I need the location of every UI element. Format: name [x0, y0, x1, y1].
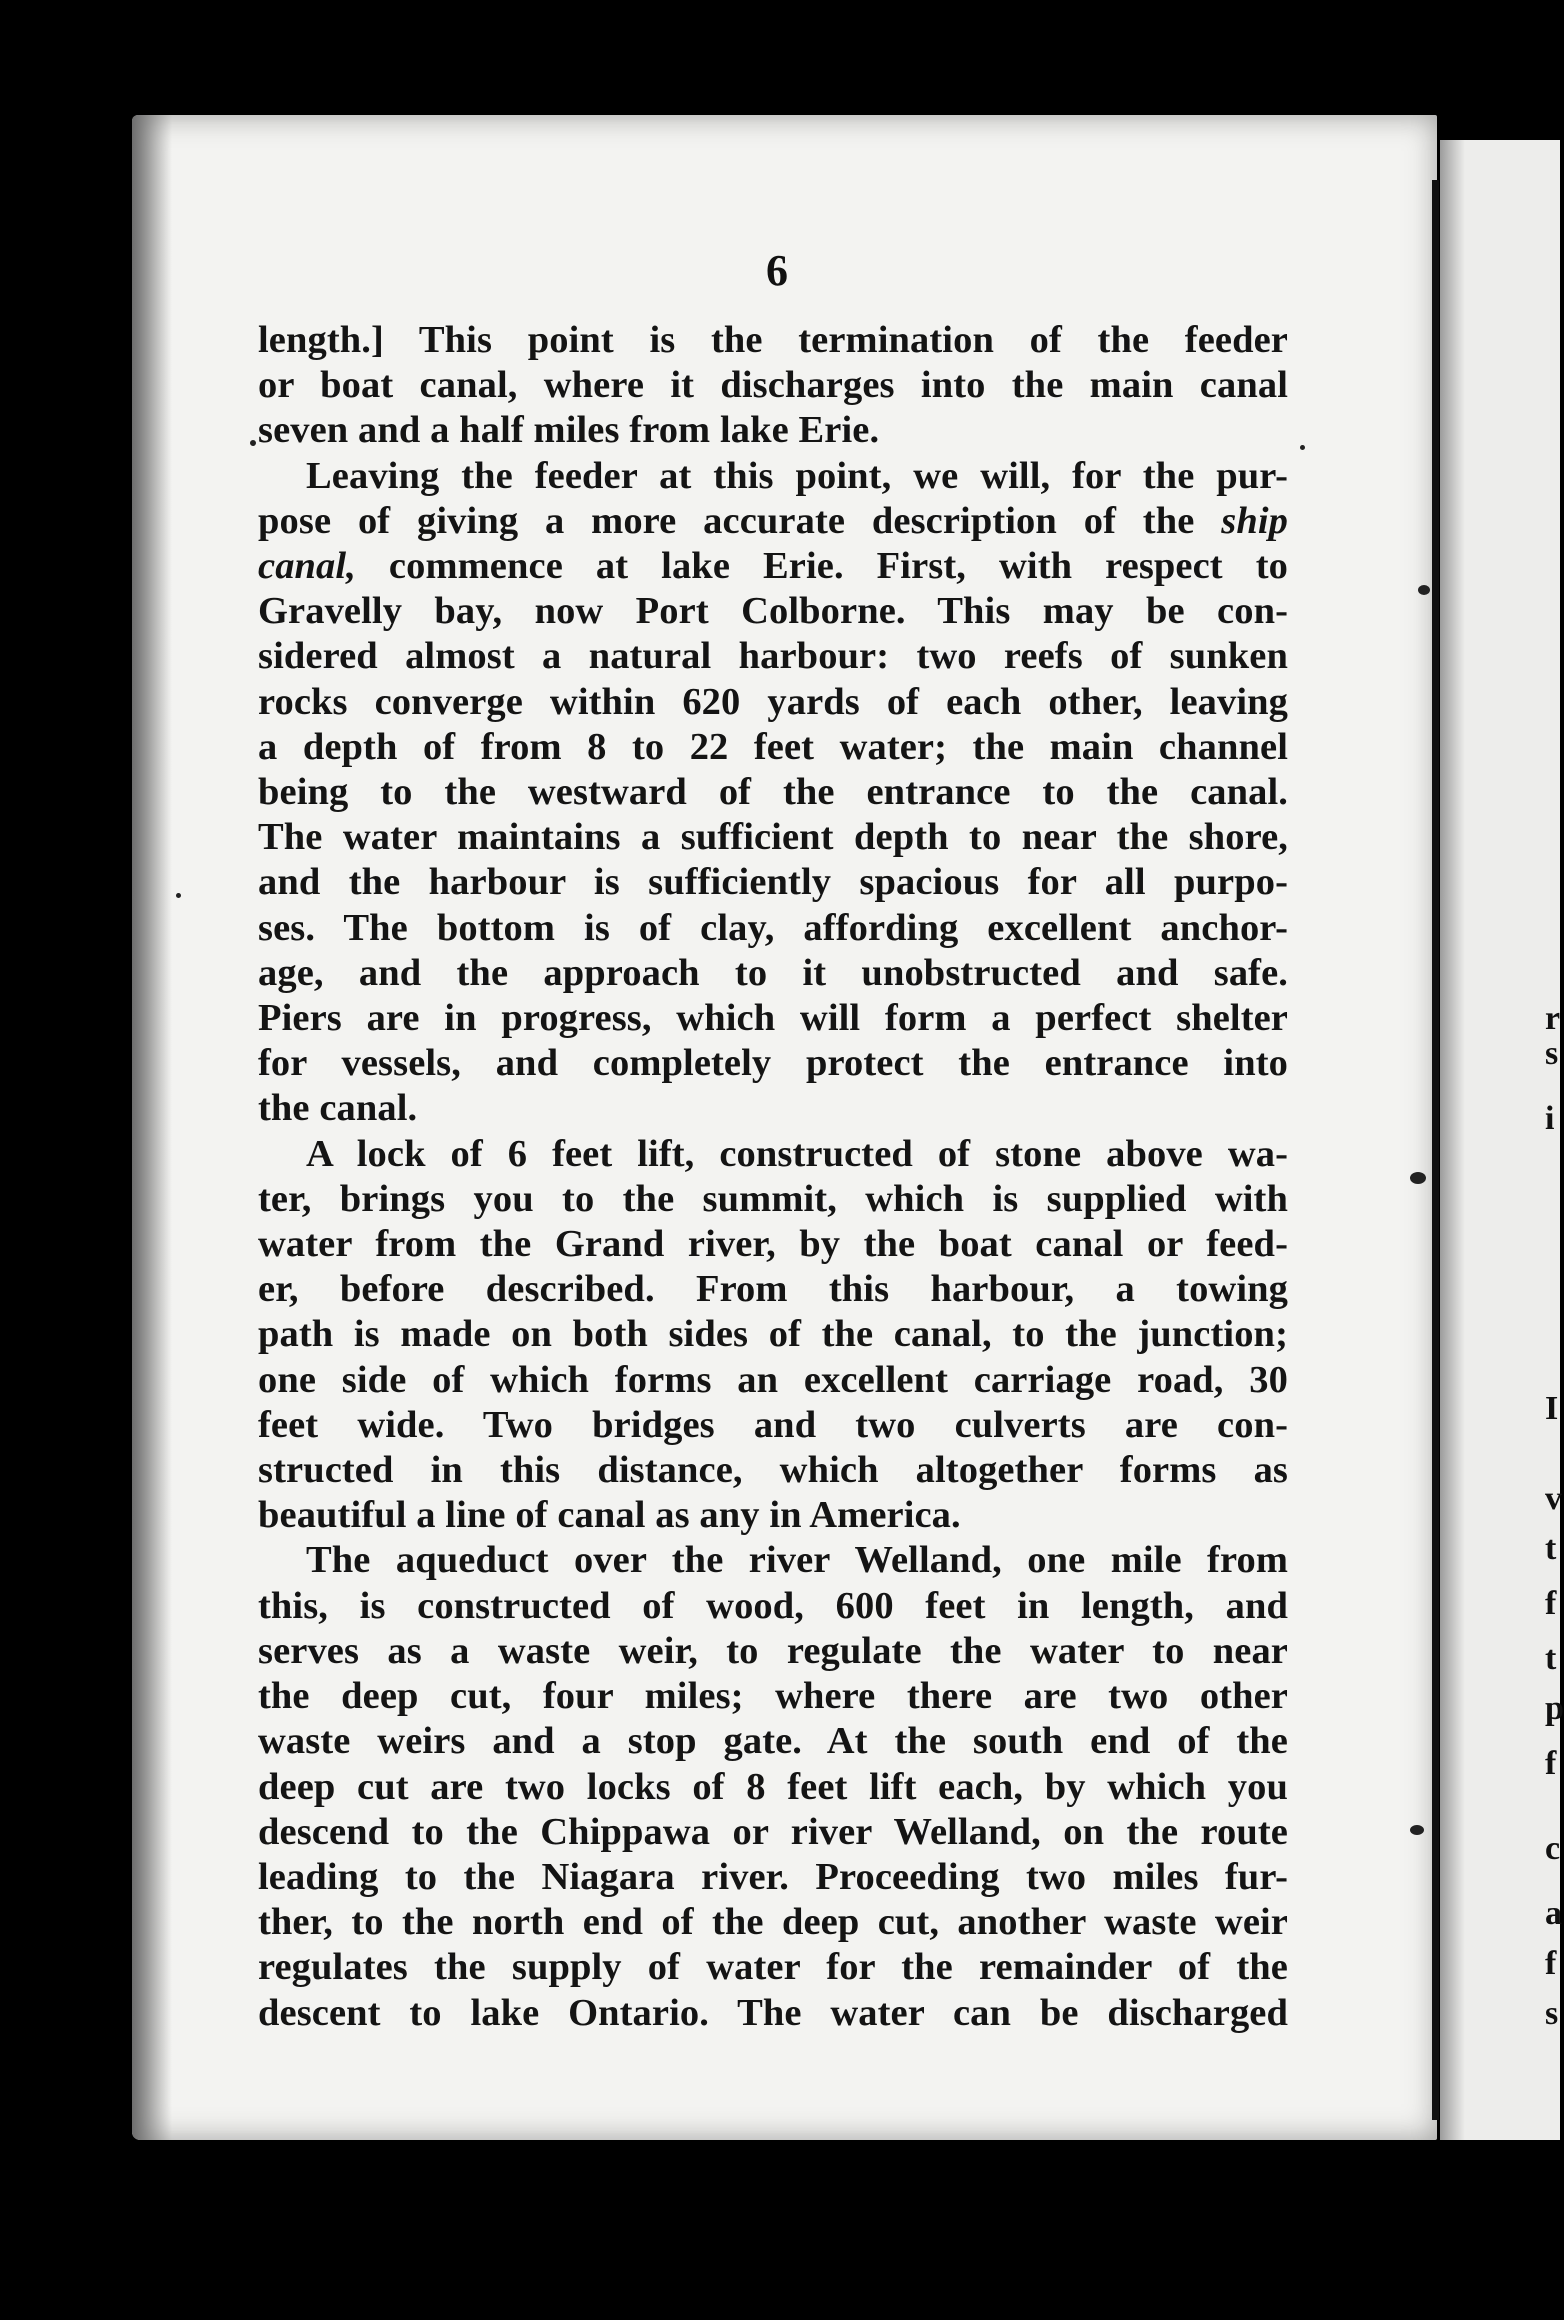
- text-line: A lock of 6 feet lift, constructed of stone above wa-: [306, 1132, 1288, 1175]
- text-line: being to the westward of the entrance to the canal.: [258, 771, 1288, 814]
- facing-page-letter: c: [1545, 1830, 1561, 1867]
- facing-page-letter: s: [1545, 1035, 1559, 1072]
- text-line: feet wide. Two bridges and two culverts are con-: [258, 1403, 1288, 1446]
- facing-page-letter: I: [1545, 1390, 1559, 1427]
- text-line: Piers are in progress, which will form a perfect shelter: [258, 997, 1288, 1040]
- page-edge-shadow: [132, 115, 172, 2140]
- facing-page-letter: p: [1545, 1690, 1564, 1727]
- facing-page-letter: v: [1545, 1480, 1562, 1517]
- text-line: regulates the supply of water for the remainder of the: [258, 1946, 1288, 1989]
- text-line: one side of which forms an excellent carriage road, 30: [258, 1358, 1288, 1401]
- text-line: seven and a half miles from lake Erie.: [258, 409, 880, 452]
- facing-page-letter: t: [1545, 1640, 1557, 1677]
- text-line: leading to the Niagara river. Proceeding two miles fur-: [258, 1855, 1288, 1898]
- text-line: a depth of from 8 to 22 feet water; the main channel: [258, 725, 1288, 768]
- text-line: beautiful a line of canal as any in America.: [258, 1494, 961, 1537]
- text-line: the canal.: [258, 1087, 418, 1130]
- text-line: canal, commence at lake Erie. First, with respect to: [258, 545, 1288, 588]
- text-line: and the harbour is sufficiently spacious for all purpo-: [258, 861, 1288, 904]
- text-line: for vessels, and completely protect the entrance into: [258, 1042, 1288, 1085]
- facing-page-letter: f: [1545, 1945, 1557, 1982]
- body-text: [258, 318, 1288, 2036]
- facing-page-letter: a: [1545, 1895, 1562, 1932]
- text-line: serves as a waste weir, to regulate the water to near: [258, 1629, 1288, 1672]
- text-line: Leaving the feeder at this point, we will, for the pur-: [306, 454, 1288, 497]
- print-speck: [250, 440, 256, 446]
- text-line: path is made on both sides of the canal, to the junction;: [258, 1313, 1288, 1356]
- text-line: Gravelly bay, now Port Colborne. This may be con-: [258, 590, 1288, 633]
- text-line: descend to the Chippawa or river Welland, on the route: [258, 1810, 1288, 1853]
- text-line: deep cut are two locks of 8 feet lift each, by which you: [258, 1765, 1288, 1808]
- text-line: length.] This point is the termination of the feeder: [258, 319, 1288, 361]
- text-line: this, is constructed of wood, 600 feet in length, and: [258, 1584, 1288, 1627]
- facing-page-letter: s: [1545, 1995, 1559, 2032]
- text-line: sidered almost a natural harbour: two reefs of sunken: [258, 635, 1288, 678]
- facing-page-letter: f: [1545, 1585, 1557, 1622]
- print-speck: [176, 893, 181, 898]
- print-speck: [1410, 1172, 1426, 1184]
- facing-page-letter: r: [1545, 1000, 1561, 1037]
- text-line: descent to lake Ontario. The water can be discharged: [258, 1991, 1288, 2034]
- text-line: rocks converge within 620 yards of each other, leaving: [258, 680, 1288, 723]
- text-line: ther, to the north end of the deep cut, another waste weir: [258, 1901, 1288, 1944]
- text-line: waste weirs and a stop gate. At the south end of the: [258, 1720, 1288, 1763]
- print-speck: [1418, 585, 1430, 595]
- facing-page-letter: t: [1545, 1530, 1557, 1567]
- facing-page-letter: f: [1545, 1745, 1557, 1782]
- text-line: structed in this distance, which altogether forms as: [258, 1449, 1288, 1492]
- text-line: or boat canal, where it discharges into the main canal: [258, 364, 1288, 407]
- text-line: ter, brings you to the summit, which is supplied with: [258, 1177, 1288, 1220]
- text-line: ses. The bottom is of clay, affording excellent anchor-: [258, 906, 1288, 949]
- print-speck: [1410, 1825, 1424, 1835]
- text-line: water from the Grand river, by the boat canal or feed-: [258, 1223, 1288, 1266]
- text-line: pose of giving a more accurate description of the ship: [258, 499, 1288, 542]
- text-line: The aqueduct over the river Welland, one mile from: [306, 1539, 1288, 1582]
- text-line: age, and the approach to it unobstructed and safe.: [258, 951, 1288, 994]
- text-line: er, before described. From this harbour, a towing: [258, 1268, 1288, 1311]
- text-line: the deep cut, four miles; where there are two other: [258, 1675, 1288, 1718]
- facing-page-letter: i: [1545, 1100, 1555, 1137]
- print-speck: [1300, 445, 1305, 450]
- book-gutter: [1432, 180, 1439, 2120]
- text-line: The water maintains a sufficient depth to near the shore,: [258, 816, 1288, 859]
- page-number: 6: [766, 246, 788, 295]
- facing-page-shadow: [1440, 140, 1465, 2140]
